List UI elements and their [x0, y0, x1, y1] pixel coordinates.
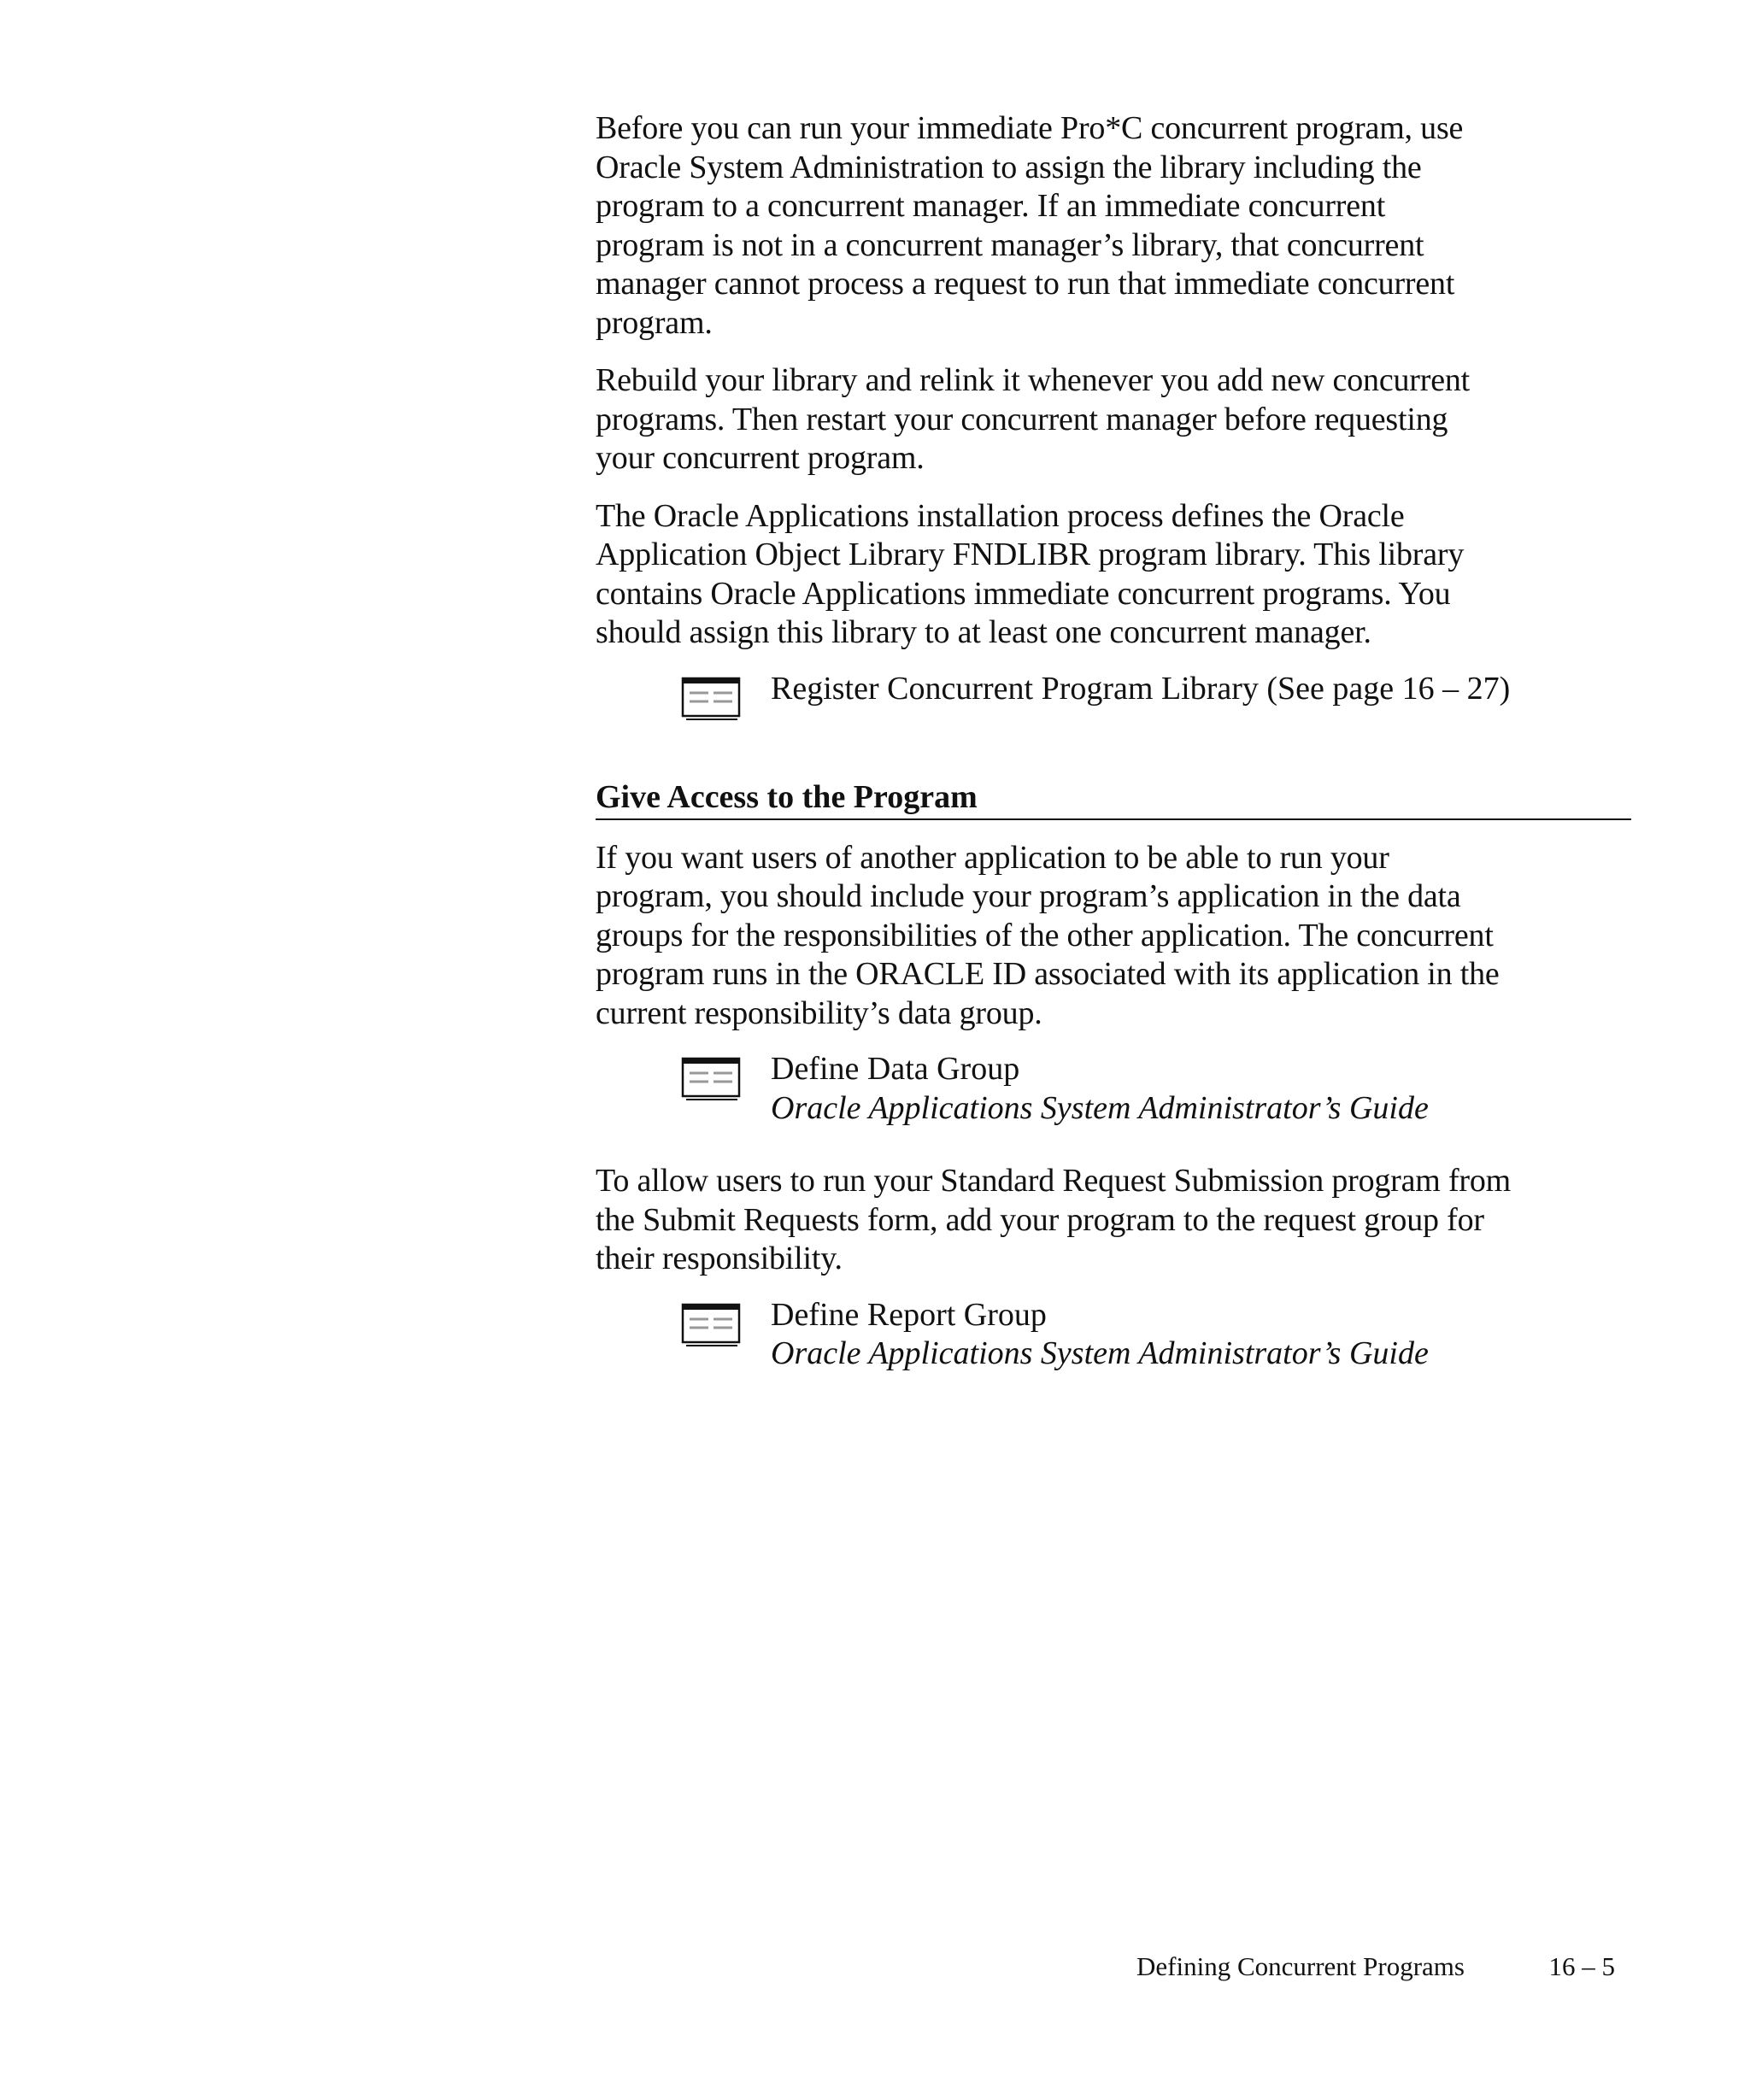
- text-line: contains Oracle Applications immediate concurrent programs. You: [596, 575, 1451, 612]
- paragraph-assign-library: [596, 109, 1631, 343]
- text-line: programs. Then restart your concurrent manager before requesting: [596, 401, 1448, 437]
- text-line: your concurrent program.: [596, 440, 925, 476]
- text-line: Application Object Library FNDLIBR program library. This library: [596, 537, 1465, 572]
- paragraph-submit-requests: [596, 1162, 1631, 1279]
- form-window-icon: [681, 1057, 741, 1101]
- reference-define-data-group: [596, 1050, 1631, 1128]
- text-line: program to a concurrent manager. If an immediate concurrent: [596, 188, 1386, 224]
- text-line: the Submit Requests form, add your program to the request group for: [596, 1201, 1484, 1238]
- reference-register-library: [596, 670, 1631, 721]
- text-line: The Oracle Applications installation process defines the Oracle: [596, 497, 1405, 534]
- text-line: If you want users of another application to be able to run your: [596, 839, 1389, 876]
- text-line: Rebuild your library and relink it whenever you add new concurrent: [596, 362, 1471, 398]
- text-line: should assign this library to at least one concurrent manager.: [596, 614, 1371, 650]
- text-line: current responsibility’s data group.: [596, 994, 1042, 1031]
- paragraph-other-application: [596, 839, 1631, 1034]
- text-line: their responsibility.: [596, 1241, 843, 1276]
- page-content: [596, 109, 1631, 1374]
- text-line: Oracle System Administration to assign the library including the: [596, 149, 1422, 185]
- paragraph-rebuild-library: [596, 361, 1631, 478]
- reference-title: Define Data Group: [771, 1051, 1020, 1087]
- reference-title: Define Report Group: [771, 1296, 1047, 1333]
- reference-book-title: Oracle Applications System Administrator’s Guide: [771, 1335, 1429, 1371]
- text-line: program, you should include your program’s application in the data: [596, 878, 1461, 914]
- form-window-icon: [681, 677, 741, 721]
- reference-book-title: Oracle Applications System Administrator’s Guide: [771, 1089, 1429, 1126]
- section-heading: Give Access to the Program: [596, 777, 1631, 820]
- form-window-icon: [681, 1303, 741, 1347]
- text-line: program runs in the ORACLE ID associated with its application in the: [596, 956, 1500, 992]
- text-line: Before you can run your immediate Pro*C concurrent program, use: [596, 110, 1464, 146]
- text-line: program.: [596, 304, 713, 341]
- paragraph-fndlibr: [596, 497, 1631, 653]
- footer-page-number: 16 – 5: [1548, 1951, 1615, 1981]
- text-line: manager cannot process a request to run that immediate concurrent: [596, 266, 1455, 302]
- footer-chapter-title: Defining Concurrent Programs: [1136, 1951, 1465, 1981]
- reference-title: Register Concurrent Program Library (See page 16 – 27): [771, 670, 1511, 707]
- reference-define-report-group: [596, 1296, 1631, 1374]
- text-line: program is not in a concurrent manager’s library, that concurrent: [596, 226, 1424, 263]
- text-line: To allow users to run your Standard Request Submission program from: [596, 1163, 1512, 1199]
- text-line: groups for the responsibilities of the other application. The concurrent: [596, 917, 1494, 953]
